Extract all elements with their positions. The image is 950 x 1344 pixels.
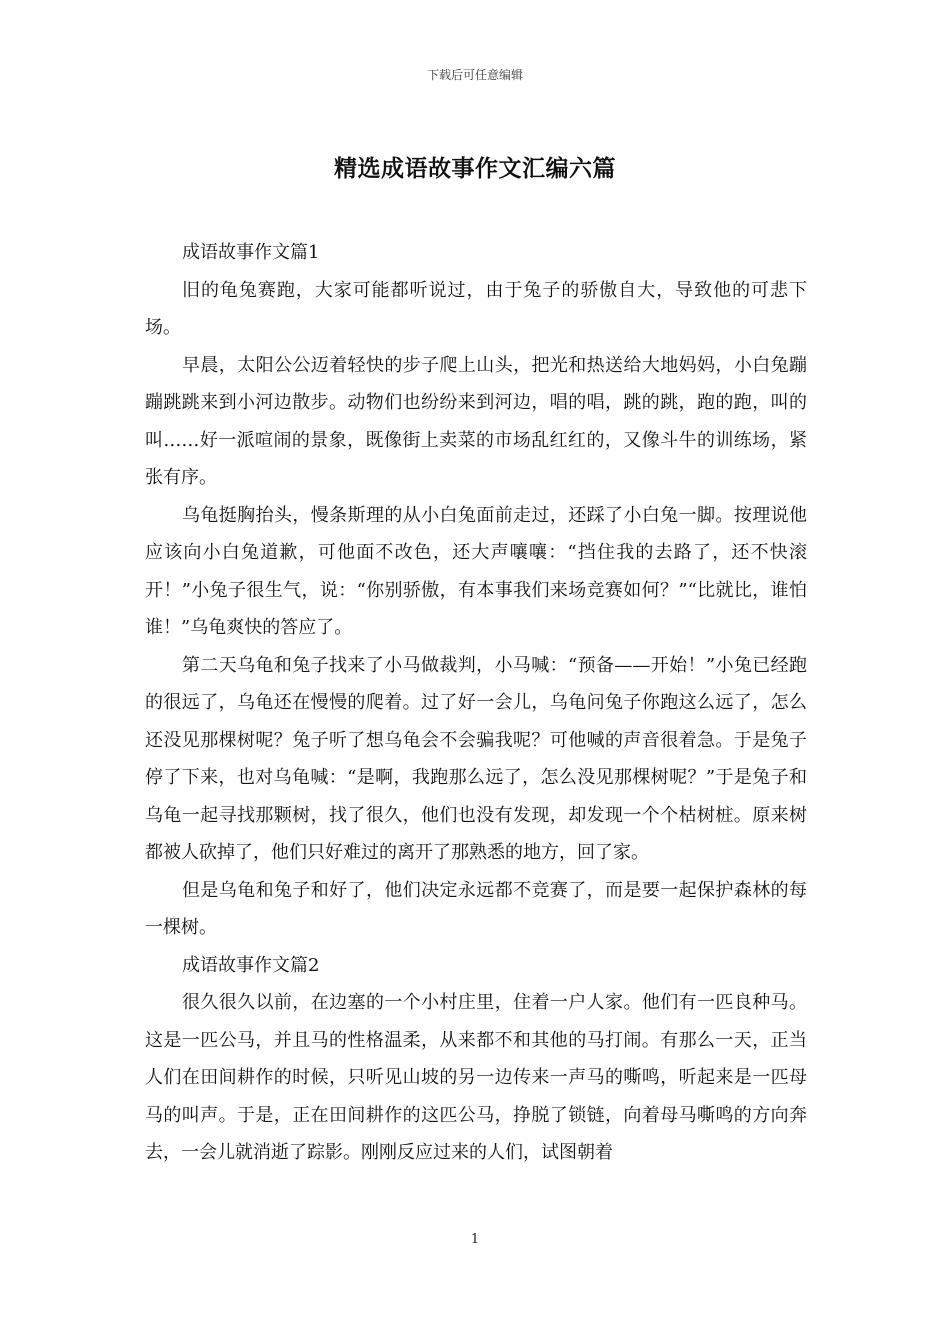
body-paragraph: 旧的龟兔赛跑，大家可能都听说过，由于兔子的骄傲自大，导致他的可悲下场。: [145, 279, 807, 338]
section-heading-2: 成语故事作文篇2: [182, 954, 320, 976]
body-paragraph: 很久很久以前，在边塞的一个小村庄里，住着一户人家。他们有一匹良种马。这是一匹公马，并且马的性格温柔，从来都不和其他的马打闹。有那么一天，正当人们在田间耕作的时候，只听见山坡的另一边传来一声马的嘶鸣，听起来是一匹母马的叫声。于是，正在田间耕作的这匹公马，挣脱了锁链，向着母马嘶鸣的方向奔去，一会儿就消逝了踪影。刚刚反应过来的人们，试图朝着: [145, 992, 807, 1163]
body-paragraph: 早晨，太阳公公迈着轻快的步子爬上山头，把光和热送给大地妈妈，小白兔蹦蹦跳跳来到小河边散步。动物们也纷纷来到河边，唱的唱，跳的跳，跑的跑，叫的叫……好一派喧闹的景象，既像街上卖菜的市场乱红红的，又像斗牛的训练场，紧张有序。: [145, 354, 807, 488]
page-number: 1: [470, 1232, 480, 1247]
section-heading-1: 成语故事作文篇1: [182, 242, 320, 263]
body-paragraph: 第二天乌龟和兔子找来了小马做裁判，小马喊：“预备——开始！”小兔已经跑的很远了，乌龟还在慢慢的爬着。过了好一会儿，乌龟问兔子你跑这么远了，怎么还没见那棵树呢？兔子听了想乌龟会不会骗我呢？可他喊的声音很着急。于是兔子停了下来，也对乌龟喊：“是啊，我跑那么远了，怎么没见那棵树呢？”于是兔子和乌龟一起寻找那颗树，找了很久，他们也没有发现，却发现一个个枯树桩。原来树都被人砍掉了，他们只好难过的离开了那熟悉的地方，回了家。: [145, 654, 807, 863]
document-title: 精选成语故事作文汇编六篇: [334, 155, 616, 182]
body-paragraph: 但是乌龟和兔子和好了，他们决定永远都不竞赛了，而是要一起保护森林的每一棵树。: [145, 879, 807, 938]
body-paragraph: 乌龟挺胸抬头，慢条斯理的从小白兔面前走过，还踩了小白兔一脚。按理说他应该向小白兔道歉，可他面不改色，还大声嚷嚷：“挡住我的去路了，还不快滚开！”小兔子很生气，说：“你别骄傲，有本事我们来场竞赛如何？”“比就比，谁怕谁！”乌龟爽快的答应了。: [145, 504, 807, 638]
header-note: 下载后可任意编辑: [426, 68, 523, 82]
document-body: [145, 234, 807, 1172]
